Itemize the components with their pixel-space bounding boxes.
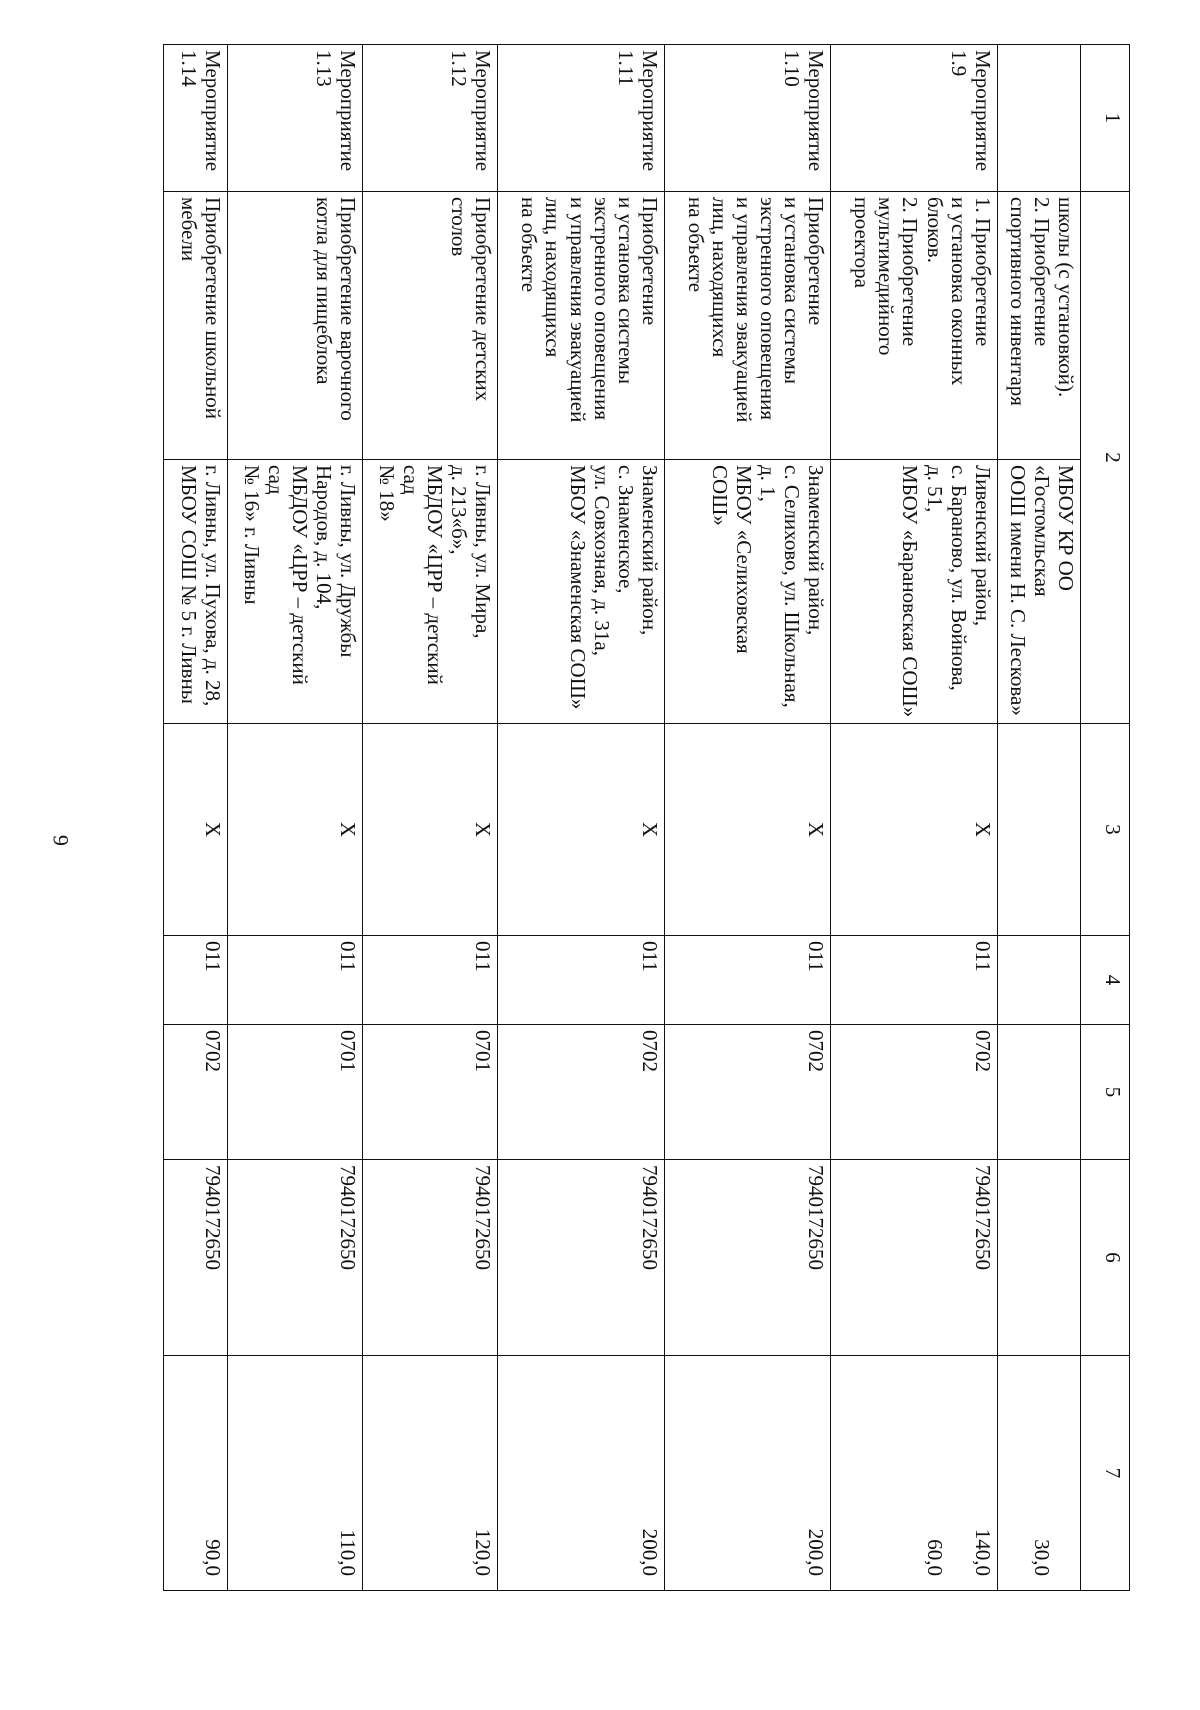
cell-measure: Мероприятие 1.13 [228, 45, 363, 192]
cell-col3: Х [228, 724, 363, 936]
cell-amount: 200,0 [664, 1356, 830, 1591]
table-row [498, 45, 664, 1591]
cell-col6: 7940172650 [228, 1160, 363, 1356]
cell-description: Приобретение школьной мебели [164, 192, 229, 460]
table-row [664, 45, 830, 1591]
cell-col4: 011 [664, 936, 830, 1025]
cell-measure: Мероприятие 1.9 [831, 45, 997, 192]
header-row [1081, 45, 1130, 1591]
header-col-2: 2 [1081, 192, 1130, 724]
cell-amount: 140,0 60,0 [831, 1356, 997, 1591]
cell-description: школы (с установкой). 2. Приобретение спортивного инвентаря [997, 192, 1080, 460]
cell-col5: 0702 [164, 1025, 229, 1160]
cell-col5: 0702 [664, 1025, 830, 1160]
measures-table [163, 44, 1130, 1591]
table-row [363, 45, 498, 1591]
cell-description: 1. Приобретение и установка оконных блоков. 2. Приобретение мультимедийного проектора [831, 192, 997, 460]
cell-address: г. Ливны, ул. Дружбы Народов, д. 104, МБДОУ «ЦРР – детский сад № 16» г. Ливны [228, 460, 363, 724]
cell-address: г. Ливны, ул. Мира, д. 213«б», МБДОУ «ЦРР – детский сад № 18» [363, 460, 498, 724]
cell-address: г. Ливны, ул. Пухова, д. 28, МБОУ СОШ № 5 г. Ливны [164, 460, 229, 724]
header-col-6: 6 [1081, 1160, 1130, 1356]
header-col-5: 5 [1081, 1025, 1130, 1160]
table-row [831, 45, 997, 1591]
cell-col4 [997, 936, 1080, 1025]
cell-measure: Мероприятие 1.12 [363, 45, 498, 192]
header-col-1: 1 [1081, 45, 1130, 192]
cell-measure: Мероприятие 1.10 [664, 45, 830, 192]
cell-col3: Х [664, 724, 830, 936]
cell-measure: Мероприятие 1.11 [498, 45, 664, 192]
rotated-table-container [163, 44, 1130, 1590]
cell-description: Приобретение детских столов [363, 192, 498, 460]
cell-address: Знаменский район, с. Знаменское, ул. Совхозная, д. 31а, МБОУ «Знаменская СОШ» [498, 460, 664, 724]
cell-col4: 011 [164, 936, 229, 1025]
cell-col3: Х [363, 724, 498, 936]
cell-col5: 0702 [498, 1025, 664, 1160]
table-header [1081, 45, 1130, 1591]
cell-address: Знаменский район, с. Селихово, ул. Школьная, д. 1, МБОУ «Селиховская СОШ» [664, 460, 830, 724]
cell-col4: 011 [498, 936, 664, 1025]
cell-col6: 7940172650 [363, 1160, 498, 1356]
cell-description: Приобретение и установка системы экстренного оповещения и управления эвакуацией лиц, находящихся на объекте [664, 192, 830, 460]
page-number: 6 [48, 835, 73, 846]
cell-col5 [997, 1025, 1080, 1160]
cell-amount: 30,0 [997, 1356, 1080, 1591]
cell-col3: Х [498, 724, 664, 936]
cell-col5: 0701 [363, 1025, 498, 1160]
header-col-4: 4 [1081, 936, 1130, 1025]
table-body [164, 45, 1081, 1591]
cell-col6: 7940172650 [164, 1160, 229, 1356]
cell-col5: 0702 [831, 1025, 997, 1160]
cell-col6 [997, 1160, 1080, 1356]
cell-address: МБОУ КР ОО «Гостомльская ООШ имени Н. С. Лескова» [997, 460, 1080, 724]
cell-measure: Мероприятие 1.14 [164, 45, 229, 192]
cell-col4: 011 [831, 936, 997, 1025]
cell-col3 [997, 724, 1080, 936]
table-row [228, 45, 363, 1591]
cell-amount: 90,0 [164, 1356, 229, 1591]
cell-col4: 011 [363, 936, 498, 1025]
table-row [164, 45, 229, 1591]
cell-address: Ливенский район, с. Бараново, ул. Войнова, д. 51, МБОУ «Барановская СОШ» [831, 460, 997, 724]
cell-amount: 120,0 [363, 1356, 498, 1591]
cell-measure [997, 45, 1080, 192]
cell-col3: Х [164, 724, 229, 936]
cell-col6: 7940172650 [831, 1160, 997, 1356]
cell-amount: 200,0 [498, 1356, 664, 1591]
header-col-3: 3 [1081, 724, 1130, 936]
cell-col3: Х [831, 724, 997, 936]
cell-description: Приобретение и установка системы экстренного оповещения и управления эвакуацией лиц, находящихся на объекте [498, 192, 664, 460]
table-row [997, 45, 1080, 1591]
cell-col5: 0701 [228, 1025, 363, 1160]
cell-col6: 7940172650 [664, 1160, 830, 1356]
cell-col4: 011 [228, 936, 363, 1025]
cell-description: Приобретение варочного котла для пищеблока [228, 192, 363, 460]
header-col-7: 7 [1081, 1356, 1130, 1591]
cell-amount: 110,0 [228, 1356, 363, 1591]
cell-col6: 7940172650 [498, 1160, 664, 1356]
